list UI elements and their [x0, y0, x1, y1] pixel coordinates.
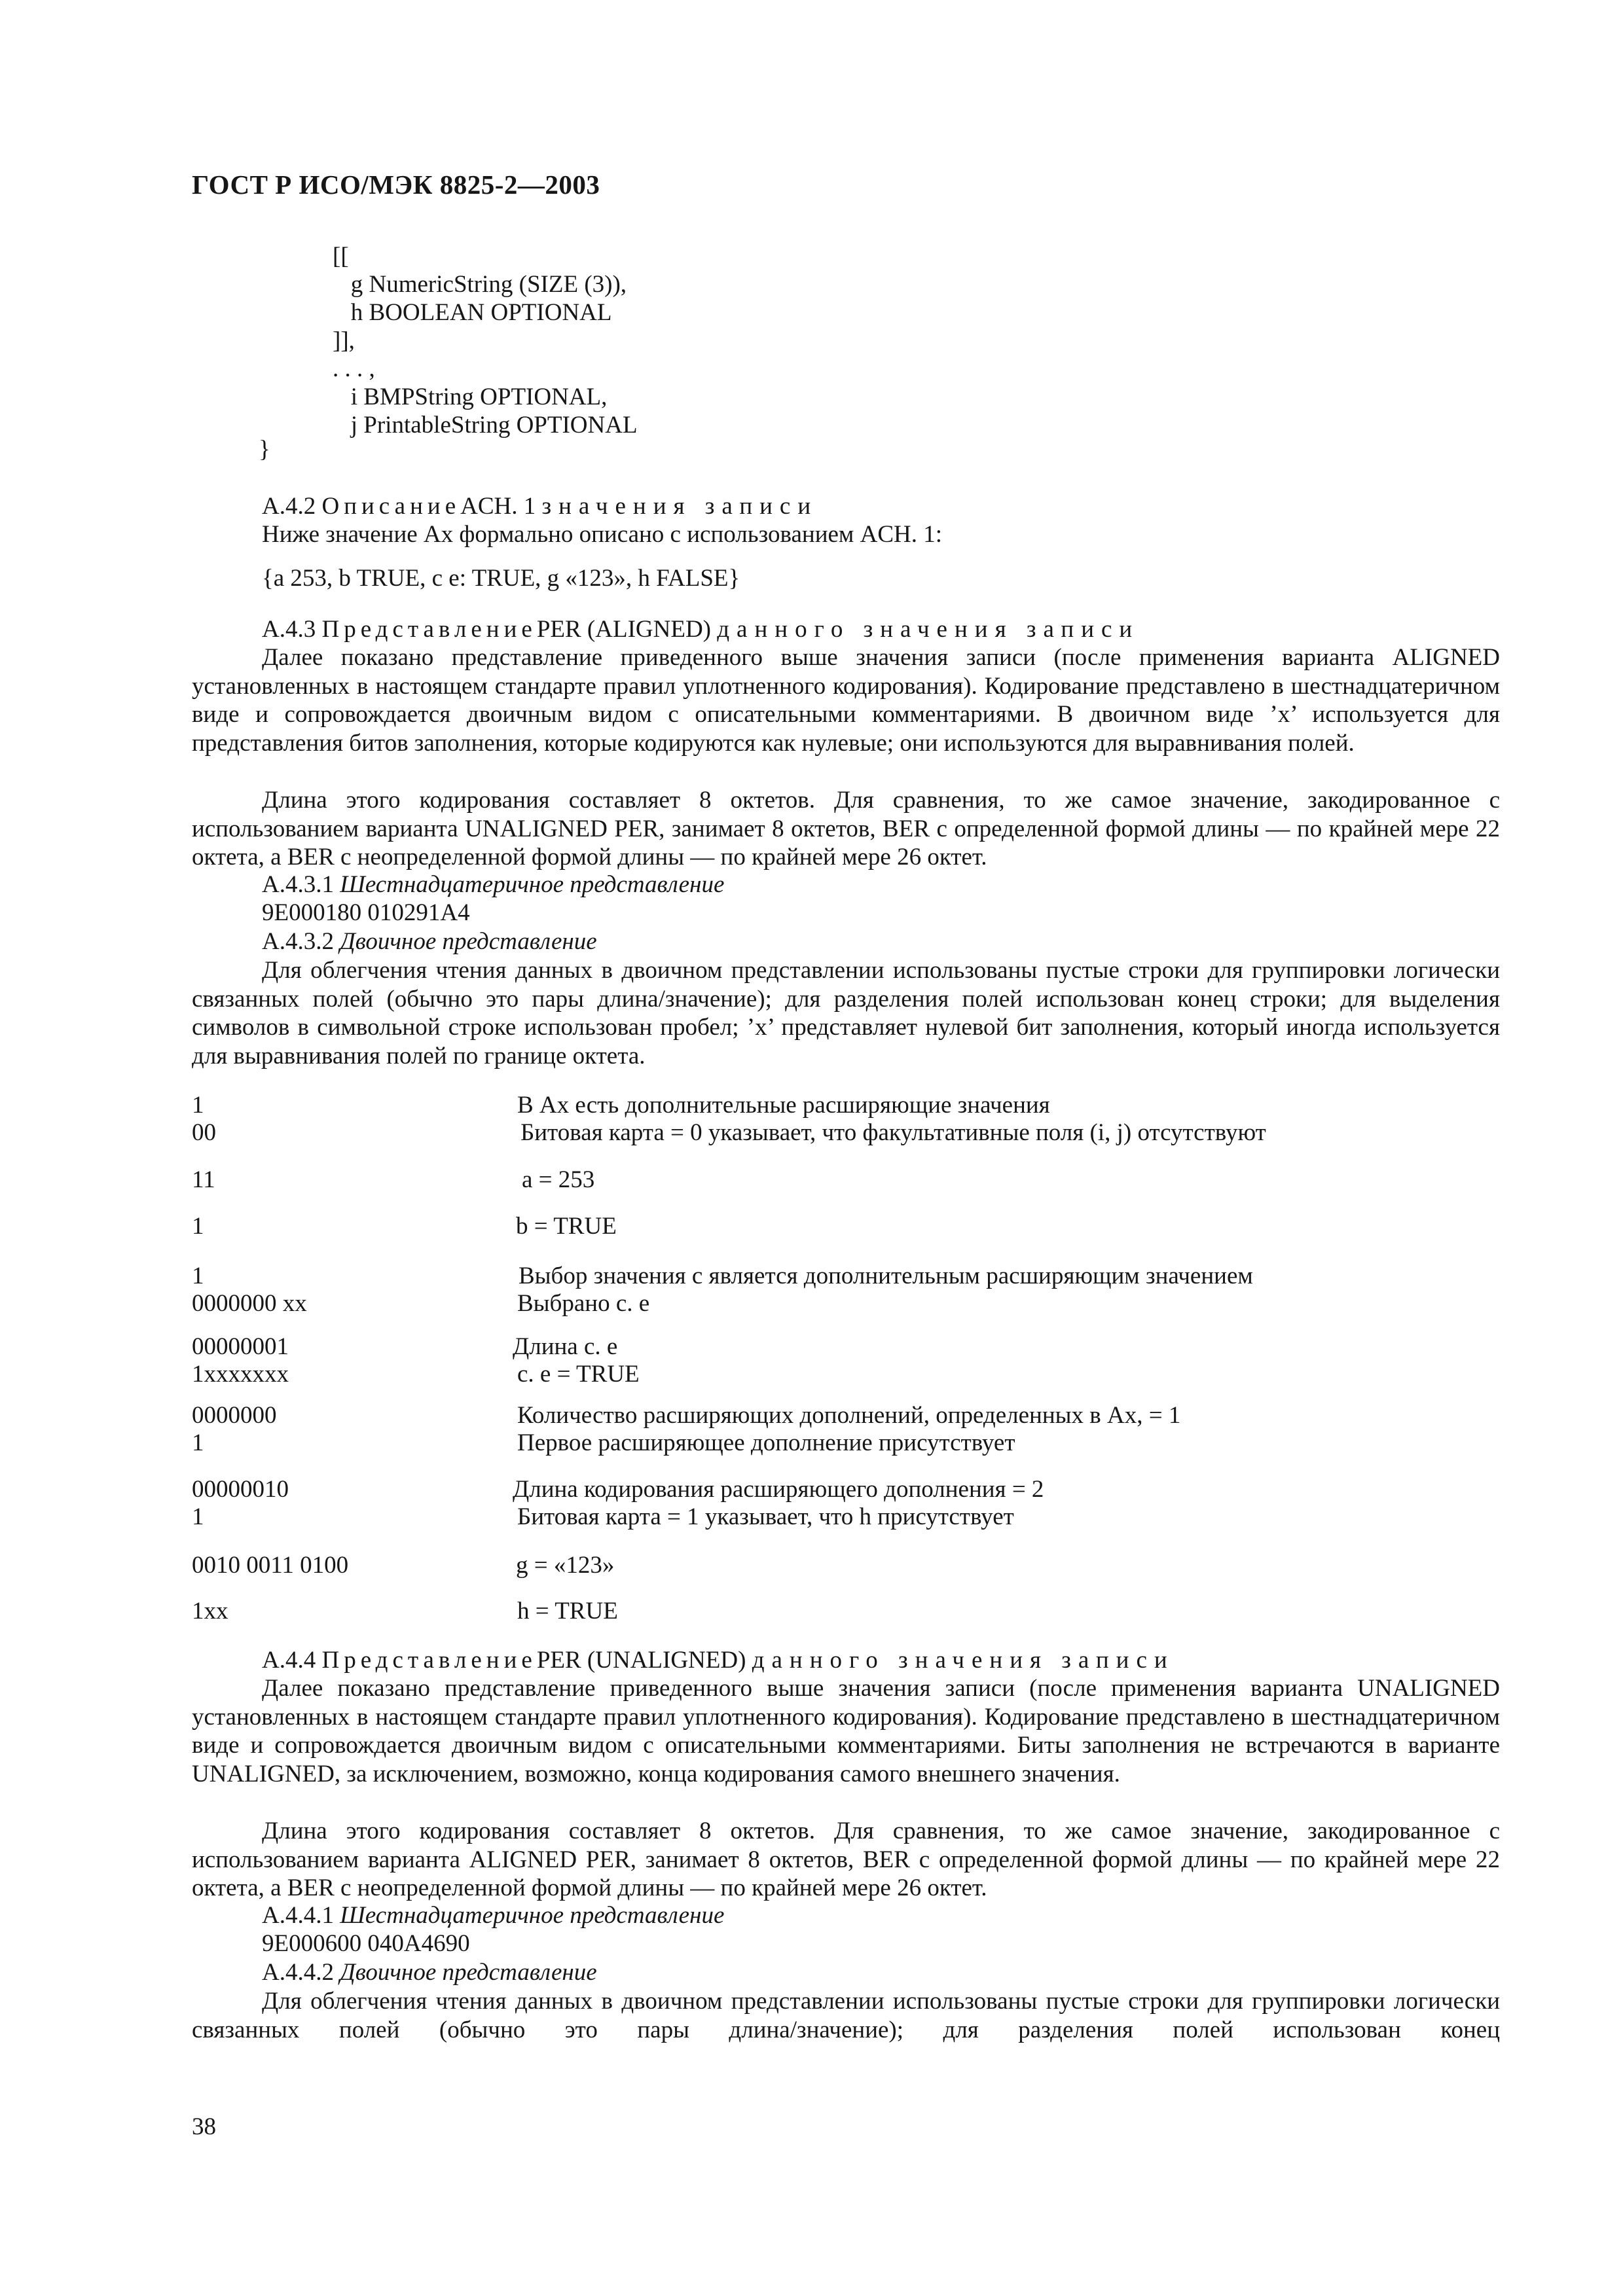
subsection-title: Двоичное представление — [340, 928, 597, 955]
binary-code: 00000001 — [192, 1333, 289, 1360]
paragraph: Для облегчения чтения данных в двоичном представлении использованы пустые строки для группировки логически связанных полей (обычно это пары длина/значение); для разделения полей использован конец — [192, 1988, 1500, 2043]
binary-comment: Битовая карта = 0 указывает, что факультативные поля (i, j) отсутствуют — [520, 1119, 1266, 1146]
binary-code: 1xxxxxxx — [192, 1361, 289, 1388]
binary-comment: b = TRUE — [516, 1213, 617, 1240]
subsection-title: Двоичное представление — [340, 1959, 597, 1986]
subsection-heading — [262, 1958, 597, 1986]
asn1-code-block — [333, 242, 638, 439]
subsection-heading — [262, 927, 597, 956]
section-title: Представление — [321, 616, 537, 643]
binary-code: 1 — [192, 1503, 204, 1530]
section-title: Описание — [321, 493, 461, 520]
paragraph: Длина этого кодирования составляет 8 октетов. Для сравнения, то же самое значение, закодированное с использованием варианта ALIGNED PER, занимает 8 октетов, BER с определенной формой длины — по крайней мере 22 октета, а BER с неопределенной формой длины — по крайней мере 26 октет. — [192, 1818, 1500, 1901]
binary-code: 1 — [192, 1429, 204, 1456]
code-line: [[ — [333, 243, 349, 270]
binary-code: 0010 0011 0100 — [192, 1552, 349, 1579]
binary-code: 0000000 — [192, 1402, 277, 1429]
asn1-value: {a 253, b TRUE, c e: TRUE, g «123», h FALSE} — [262, 565, 740, 592]
binary-comment: Выбрано c. e — [517, 1290, 650, 1317]
binary-code: 1 — [192, 1213, 204, 1240]
binary-comment: Выбор значения c является дополнительным расширяющим значением — [519, 1263, 1253, 1289]
binary-comment: Первое расширяющее дополнение присутствует — [517, 1429, 1015, 1456]
binary-code: 00000010 — [192, 1476, 289, 1503]
code-line: . . . , — [333, 355, 375, 382]
code-close-brace: } — [259, 436, 270, 463]
page-number: 38 — [192, 2113, 216, 2140]
binary-comment: h = TRUE — [517, 1598, 618, 1624]
subsection-heading — [262, 870, 724, 899]
section-heading-a44 — [262, 1646, 1175, 1674]
section-title: данного значения записи — [717, 616, 1140, 643]
binary-code: 1xx — [192, 1598, 228, 1624]
subsection-number: A.4.3.2 — [262, 928, 334, 955]
section-title: данного значения записи — [752, 1647, 1175, 1674]
code-line: i BMPString OPTIONAL, — [333, 384, 608, 410]
section-heading-a42 — [262, 492, 818, 520]
subsection-number: A.4.4.1 — [262, 1902, 334, 1929]
binary-code: 11 — [192, 1166, 215, 1193]
section-title: PER (ALIGNED) — [536, 616, 711, 643]
subsection-heading — [262, 1901, 724, 1929]
section-number: A.4.4 — [262, 1647, 316, 1674]
binary-code: 1 — [192, 1263, 204, 1289]
paragraph: Далее показано представление приведенного выше значения записи (после применения варианта UNALIGNED установленных в настоящем стандарте правил уплотненного кодирования). Кодирование представлено в шестнадцатеричном виде и сопровождается двоичным видом с описательными комментариями. Биты заполнения не встречаются в варианте UNALIGNED, за исключением, возможно, конца кодирования самого внешнего значения. — [192, 1675, 1500, 1787]
binary-comment: a = 253 — [522, 1166, 595, 1193]
section-heading-a43 — [262, 615, 1139, 643]
subsection-title: Шестнадцатеричное представление — [340, 1902, 725, 1929]
binary-comment: В Ax есть дополнительные расширяющие значения — [517, 1092, 1050, 1119]
section-title: PER (UNALIGNED) — [536, 1647, 746, 1674]
section-number: A.4.3 — [262, 616, 316, 643]
paragraph: Далее показано представление приведенного выше значения записи (после применения варианта ALIGNED установленных в настоящем стандарте правил уплотненного кодирования). Кодирование представлено в шестнадцатеричном виде и сопровождается двоичным видом с описательными комментариями. В двоичном виде ’x’ используется для представления битов заполнения, которые кодируются как нулевые; они используются для выравнивания полей. — [192, 644, 1500, 757]
code-line: g NumericString (SIZE (3)), — [333, 271, 627, 298]
subsection-number: A.4.4.2 — [262, 1959, 334, 1986]
hex-value: 9E000600 040A4690 — [262, 1930, 470, 1957]
code-line: ]], — [333, 327, 355, 354]
binary-comment: Длина кодирования расширяющего дополнения = 2 — [513, 1476, 1044, 1503]
code-line: h BOOLEAN OPTIONAL — [333, 299, 612, 326]
binary-code: 0000000 xx — [192, 1290, 307, 1317]
page-header: ГОСТ Р ИСО/МЭК 8825-2—2003 — [192, 170, 600, 200]
paragraph: Для облегчения чтения данных в двоичном представлении использованы пустые строки для группировки логически связанных полей (обычно это пары длина/значение); для разделения полей использован конец строки; для выделения символов в символьной строке использован пробел; ’x’ представляет нулевой бит заполнения, который иногда используется для выравнивания полей по границе октета. — [192, 957, 1500, 1069]
binary-comment: Количество расширяющих дополнений, определенных в Ax, = 1 — [517, 1402, 1181, 1429]
section-title: ACH. 1 — [460, 493, 536, 520]
subsection-number: A.4.3.1 — [262, 871, 334, 898]
hex-value: 9E000180 010291A4 — [262, 899, 470, 926]
binary-comment: g = «123» — [516, 1552, 615, 1579]
a42-intro: Ниже значение Ax формально описано с использованием ACH. 1: — [262, 521, 942, 548]
subsection-title: Шестнадцатеричное представление — [340, 871, 725, 898]
binary-comment: Битовая карта = 1 указывает, что h присутствует — [517, 1503, 1014, 1530]
binary-code: 1 — [192, 1092, 204, 1119]
binary-code: 00 — [192, 1119, 216, 1146]
section-number: A.4.2 — [262, 493, 316, 520]
section-title: Представление — [321, 1647, 537, 1674]
binary-comment: c. e = TRUE — [517, 1361, 640, 1388]
section-title: значения записи — [541, 493, 818, 520]
paragraph: Длина этого кодирования составляет 8 октетов. Для сравнения, то же самое значение, закодированное с использованием варианта UNALIGNED PER, занимает 8 октетов, BER с определенной формой длины — по крайней мере 22 октета, а BER с неопределенной формой длины — по крайней мере 26 октет. — [192, 787, 1500, 870]
binary-comment: Длина c. e — [513, 1333, 618, 1360]
code-line: j PrintableString OPTIONAL — [333, 412, 638, 439]
